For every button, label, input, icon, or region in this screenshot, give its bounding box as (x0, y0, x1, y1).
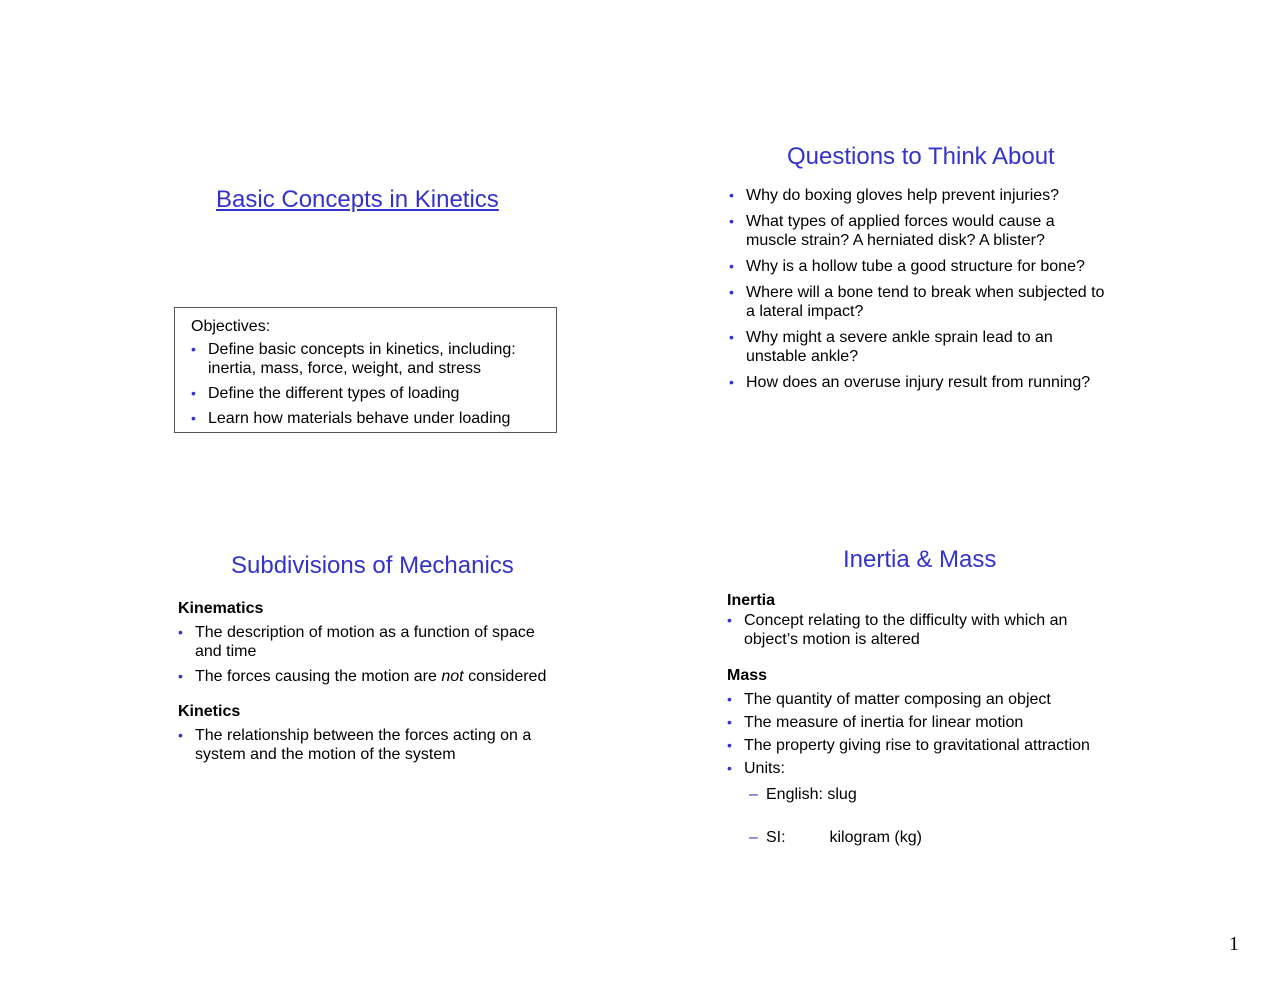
bullet-icon: • (191, 385, 196, 401)
questions-list (729, 186, 1109, 392)
bullet-icon: • (729, 258, 734, 274)
bullet-icon: • (729, 284, 734, 300)
bullet-icon: • (191, 341, 196, 357)
bullet-icon: • (727, 760, 732, 776)
units-english: – English: slug (749, 786, 857, 803)
kinematics-heading: Kinematics (178, 600, 264, 617)
question-item: • Why might a severe ankle sprain lead to an unstable ankle? (729, 329, 1053, 365)
kinetics-list (178, 726, 558, 764)
units-si: – SI: kilogram (kg) (749, 829, 922, 846)
objective-item: • Learn how materials behave under loading (191, 410, 511, 427)
objective-item: • Define the different types of loading (191, 385, 460, 402)
bullet-icon: • (178, 624, 183, 640)
mass-list (727, 690, 1117, 778)
bullet-icon: • (178, 727, 183, 743)
bullet-icon: • (191, 410, 196, 426)
question-item: • Where will a bone tend to break when subjected to a lateral impact? (729, 284, 1105, 320)
bullet-icon: • (729, 213, 734, 229)
dash-icon: – (749, 786, 758, 803)
inertia-item: • Concept relating to the difficulty with which an object’s motion is altered (727, 612, 1068, 648)
dash-icon: – (749, 829, 758, 846)
mass-item: • The property giving rise to gravitational attraction (727, 737, 1090, 754)
inertia-list (727, 611, 1087, 649)
page-number: 1 (1229, 933, 1239, 955)
bullet-icon: • (178, 668, 183, 684)
question-item: • What types of applied forces would cause a muscle strain? A herniated disk? A blister? (729, 213, 1055, 249)
kinematics-item: • The forces causing the motion are not considered (178, 668, 547, 685)
mass-item: • The quantity of matter composing an object (727, 691, 1051, 708)
slide4-title: Inertia & Mass (843, 546, 997, 573)
slide2-title: Questions to Think About (787, 143, 1055, 170)
kinetics-heading: Kinetics (178, 703, 241, 720)
question-item: • Why is a hollow tube a good structure for bone? (729, 258, 1085, 275)
objectives-box (174, 307, 557, 433)
mass-heading: Mass (727, 667, 768, 684)
kinematics-item: • The description of motion as a function of space and time (178, 624, 535, 660)
objective-item: • Define basic concepts in kinetics, including: inertia, mass, force, weight, and stress (191, 341, 516, 377)
bullet-icon: • (729, 329, 734, 345)
bullet-icon: • (729, 374, 734, 390)
bullet-icon: • (727, 612, 732, 628)
bullet-icon: • (727, 737, 732, 753)
objectives-list (191, 340, 531, 428)
kinetics-item: • The relationship between the forces acting on a system and the motion of the system (178, 727, 532, 763)
inertia-heading: Inertia (727, 592, 776, 609)
slide3-title: Subdivisions of Mechanics (231, 552, 514, 579)
bullet-icon: • (729, 187, 734, 203)
mass-item: • Units: (727, 760, 785, 777)
question-item: • How does an overuse injury result from running? (729, 374, 1091, 391)
bullet-icon: • (727, 714, 732, 730)
objectives-label: Objectives: (191, 318, 271, 335)
mass-item: • The measure of inertia for linear motion (727, 714, 1024, 731)
kinematics-list (178, 623, 568, 686)
bullet-icon: • (727, 691, 732, 707)
question-item: • Why do boxing gloves help prevent injuries? (729, 187, 1060, 204)
slide1-title: Basic Concepts in Kinetics (216, 186, 499, 213)
